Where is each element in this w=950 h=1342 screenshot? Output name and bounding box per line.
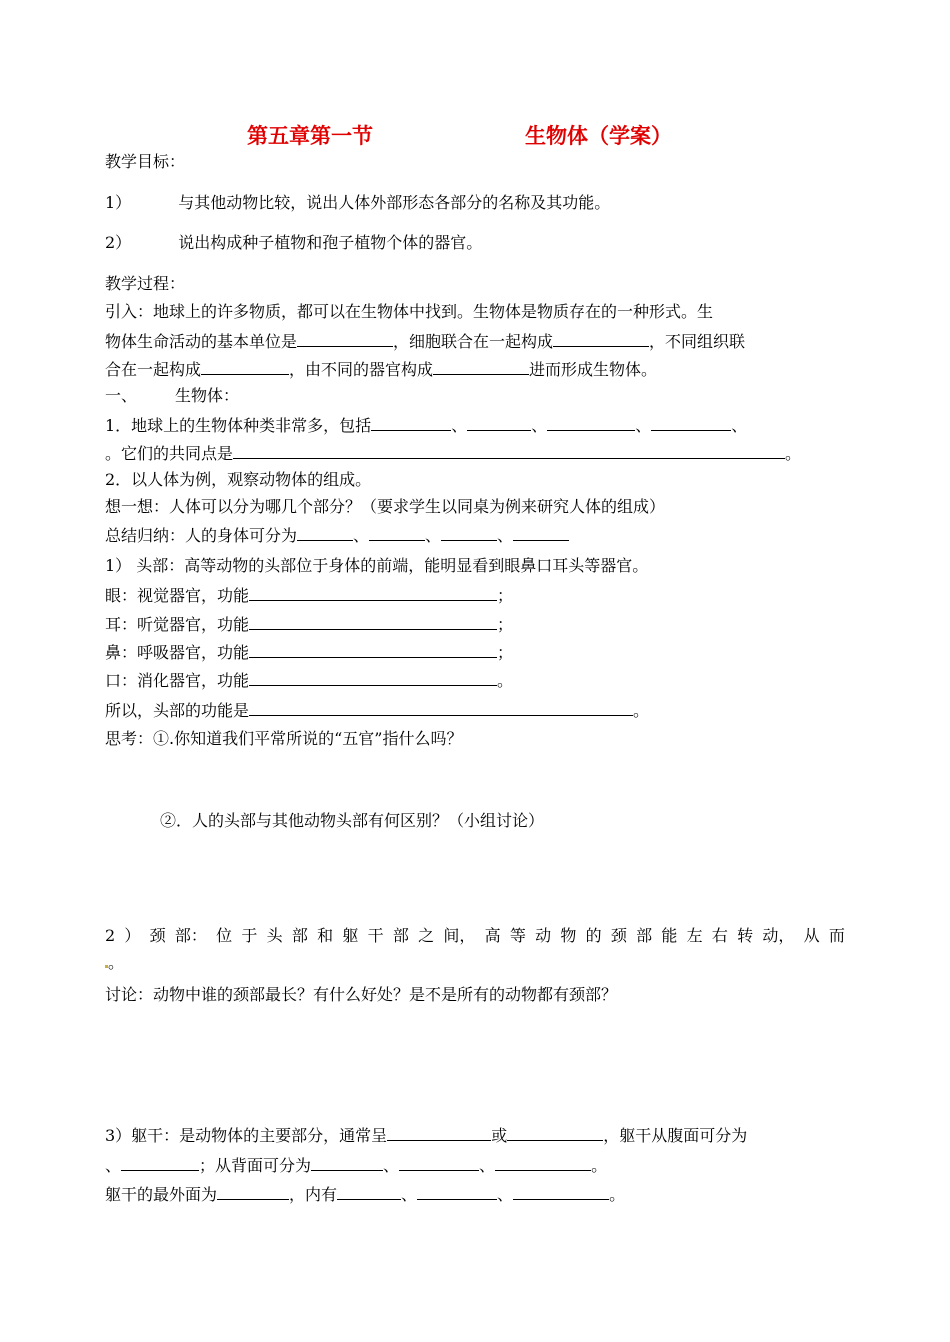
- fill-blank[interactable]: [387, 1125, 491, 1141]
- goal-text: 与其他动物比较，说出人体外部形态各部分的名称及其功能。: [178, 193, 611, 212]
- summary-line: 总结归纳：人的身体可分为 、 、 、: [105, 525, 569, 546]
- neck-char: 和: [317, 926, 334, 945]
- neck-line: [105, 926, 845, 946]
- neck-char: 转: [737, 926, 754, 945]
- discuss-line: 讨论：动物中谁的颈部最长？有什么好处？是不是所有的动物都有颈部？: [105, 985, 618, 1004]
- fill-blank[interactable]: [249, 670, 497, 686]
- neck-char: 干: [367, 926, 384, 945]
- fill-blank[interactable]: [495, 1155, 591, 1171]
- fill-blank[interactable]: [249, 642, 497, 658]
- process-heading: 教学过程：: [105, 274, 186, 293]
- fill-blank[interactable]: [507, 1125, 603, 1141]
- fill-blank[interactable]: [369, 525, 425, 541]
- neck-char: 位: [216, 926, 233, 945]
- neck-char: 于: [241, 926, 258, 945]
- neck-char: 右: [711, 926, 728, 945]
- neck-char: 部: [392, 926, 409, 945]
- fill-blank[interactable]: [233, 443, 785, 459]
- head-intro: 1） 头部：高等动物的头部位于身体的前端，能明显看到眼鼻口耳头等器官。: [105, 556, 649, 575]
- neck-char: 颈: [149, 926, 166, 945]
- neck-char: 的: [585, 926, 602, 945]
- fill-blank[interactable]: [513, 1184, 609, 1200]
- intro-line-3: 合在一起构成 ，由不同的器官构成 进而形成生物体。: [105, 360, 658, 379]
- trunk-line-2: 、 ；从背面可分为 、 、 。: [105, 1156, 608, 1175]
- neck-char: 左: [686, 926, 703, 945]
- fill-blank[interactable]: [297, 525, 353, 541]
- neck-char: 而: [828, 926, 845, 945]
- organisms-line-2: 。它们的共同点是 。: [105, 444, 802, 463]
- mouth-line: 口：消化器官，功能 。: [105, 671, 514, 690]
- title-part1: 第五章第一节: [247, 124, 373, 148]
- neck-char: 能: [661, 926, 678, 945]
- goal-num: 1）: [105, 193, 132, 212]
- fill-blank[interactable]: [249, 700, 633, 716]
- intro-line-2: 物体生命活动的基本单位是 ，细胞联合在一起构成 ，不同组织联: [105, 332, 746, 351]
- neck-line-end: 。: [105, 953, 124, 973]
- ear-line: 耳：听觉器官，功能 ；: [105, 615, 514, 634]
- fill-blank[interactable]: [553, 331, 649, 347]
- neck-char: 间，: [443, 926, 476, 945]
- fill-blank[interactable]: [337, 1184, 401, 1200]
- neck-char: 部：: [174, 926, 207, 945]
- trunk-line-1: 3）躯干：是动物体的主要部分，通常呈 或 ，躯干从腹面可分为: [105, 1126, 748, 1145]
- fill-blank[interactable]: [217, 1184, 289, 1200]
- fill-blank[interactable]: [417, 1184, 497, 1200]
- neck-char: 高: [484, 926, 501, 945]
- goal-item-1: [105, 193, 610, 213]
- neck-char: 部: [636, 926, 653, 945]
- neck-char: 动: [535, 926, 552, 945]
- fill-blank[interactable]: [467, 415, 531, 431]
- fill-blank[interactable]: [547, 415, 635, 431]
- neck-char: 颈: [610, 926, 627, 945]
- neck-char: 头: [266, 926, 283, 945]
- neck-char: 动，: [762, 926, 795, 945]
- question-1: 思考：①.你知道我们平常所说的“五官”指什么吗？: [105, 729, 463, 748]
- fill-blank[interactable]: [371, 415, 451, 431]
- fill-blank[interactable]: [201, 359, 289, 375]
- fill-blank[interactable]: [513, 525, 569, 541]
- goal-text: 说出构成种子植物和孢子植物个体的器官。: [178, 233, 483, 252]
- goal-item-2: [105, 233, 482, 253]
- fill-blank[interactable]: [297, 331, 393, 347]
- fill-blank[interactable]: [311, 1155, 383, 1171]
- goal-num: 2）: [105, 233, 132, 252]
- neck-char: 2: [105, 926, 116, 945]
- fill-blank[interactable]: [249, 585, 497, 601]
- neck-char: 之: [418, 926, 435, 945]
- title-part2: 生物体（学案）: [525, 124, 672, 148]
- neck-char: 部: [291, 926, 308, 945]
- neck-char: 躯: [342, 926, 359, 945]
- fill-blank[interactable]: [651, 415, 731, 431]
- intro-line-1: 引入：地球上的许多物质，都可以在生物体中找到。生物体是物质存在的一种形式。生: [105, 302, 714, 321]
- trunk-line-3: 躯干的最外面为 ，内有 、 、 。: [105, 1185, 626, 1204]
- question-2: ②．人的头部与其他动物头部有何区别？（小组讨论）: [160, 811, 545, 830]
- fill-blank[interactable]: [433, 359, 529, 375]
- fill-blank[interactable]: [441, 525, 497, 541]
- neck-char: ）: [124, 926, 141, 945]
- think-line: 想一想：人体可以分为哪几个部分？（要求学生以同桌为例来研究人体的组成）: [105, 497, 666, 516]
- goals-heading: 教学目标：: [105, 152, 186, 171]
- section1-heading: 一、 生物体：: [105, 386, 240, 405]
- head-function-line: 所以，头部的功能是 。: [105, 701, 650, 720]
- observe-line: 2．以人体为例，观察动物体的组成。: [105, 470, 372, 489]
- fill-blank[interactable]: [399, 1155, 479, 1171]
- neck-char: 从: [803, 926, 820, 945]
- nose-line: 鼻：呼吸器官，功能 ；: [105, 643, 514, 662]
- fill-blank[interactable]: [121, 1155, 199, 1171]
- organisms-line-1: 1．地球上的生物体种类非常多，包括 、 、 、 、: [105, 416, 748, 435]
- neck-char: 物: [560, 926, 577, 945]
- eye-line: 眼：视觉器官，功能 ；: [105, 586, 514, 605]
- neck-char: 等: [509, 926, 526, 945]
- fill-blank[interactable]: [249, 614, 497, 630]
